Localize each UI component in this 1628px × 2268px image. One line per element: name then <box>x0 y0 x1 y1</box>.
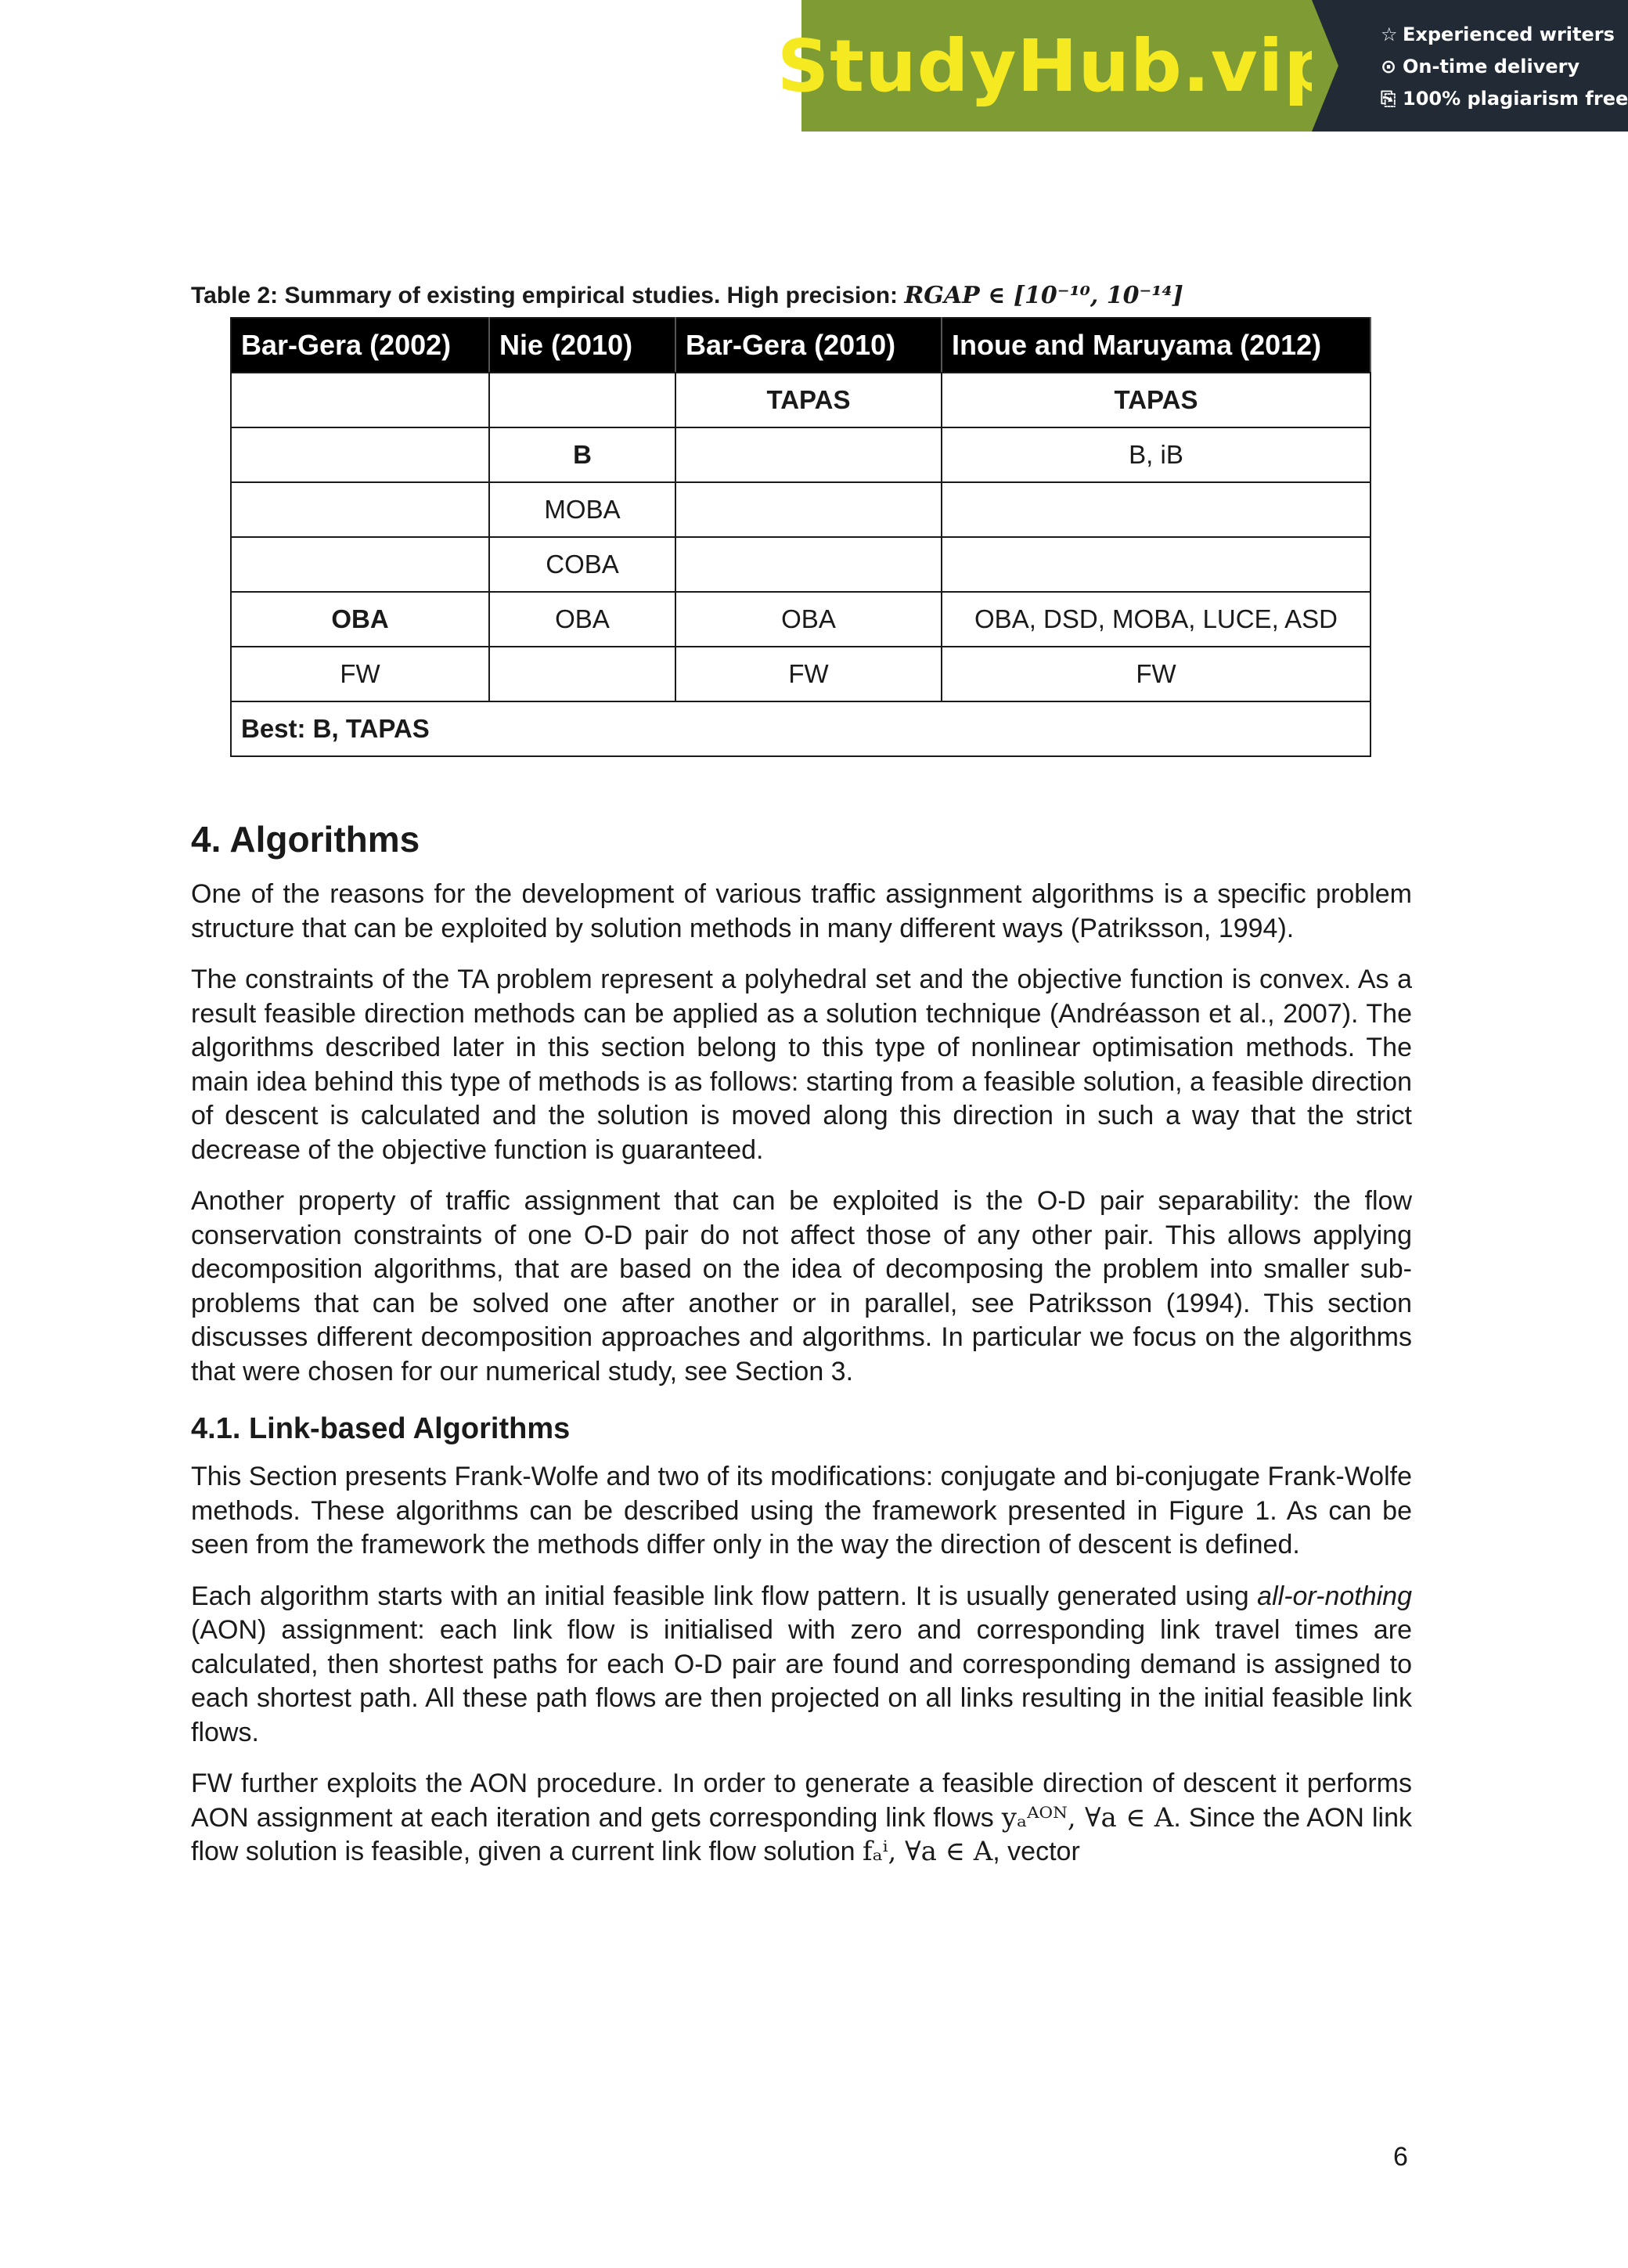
feature-item: ☆ Experienced writers <box>1381 19 1628 51</box>
table-header-cell: Nie (2010) <box>489 318 675 373</box>
clock-icon: ⊙ <box>1381 56 1397 78</box>
banner-features <box>1312 0 1628 132</box>
table-header-row <box>231 318 1370 373</box>
inline-math: yₐᴬᴼᴺ, ∀a ∈ A <box>1001 1801 1174 1834</box>
table-row: MOBA <box>231 482 1370 537</box>
paragraph: Each algorithm starts with an initial feasible link flow pattern. It is usually generated using all-or-nothing (AON) assignment: each link flow is initialised with zero and corresponding link travel times are calculated, then shortest paths for each O-D pair are found and corresponding demand is assigned to each shortest path. All these path flows are then projected on all links resulting in the initial feasible link flows. <box>191 1581 1412 1747</box>
table-row: FW FW FW <box>231 647 1370 701</box>
studyhub-logo[interactable] <box>776 0 1337 132</box>
paragraph: This Section presents Frank-Wolfe and two of its modifications: conjugate and bi-conjugate Frank-Wolfe methods. These algorithms can be described using the framework presented in Figure 1. As can be seen from the framework the methods differ only in the way the direction of descent is defined. <box>191 1462 1412 1559</box>
summary-table <box>230 317 1371 757</box>
paragraph: The constraints of the TA problem represent a polyhedral set and the objective function is convex. As a result feasible direction methods can be applied as a solution technique (Andréasson et al., 2007). The algorithms described later in this section belong to this type of nonlinear optimisation methods. The main idea behind this type of methods is as follows: starting from a feasible solution, a feasible direction of descent is calculated and the solution is moved along this direction in such a way that the strict decrease of the objective function is guaranteed. <box>191 965 1412 1165</box>
feature-item: ⎘ 100% plagiarism free <box>1381 83 1628 115</box>
feature-item: ⊙ On-time delivery <box>1381 51 1628 83</box>
document-body <box>191 282 1412 1887</box>
page-number: 6 <box>1393 2142 1408 2172</box>
logo-text: StudyHub.vip <box>776 23 1337 108</box>
star-icon: ☆ <box>1381 23 1398 45</box>
table-header-cell: Bar-Gera (2002) <box>231 318 489 373</box>
caption-math: RGAP ∈ [10⁻¹⁰, 10⁻¹⁴] <box>904 282 1183 309</box>
copy-icon: ⎘ <box>1381 88 1396 110</box>
table-row: COBA <box>231 537 1370 592</box>
paragraph: One of the reasons for the development of various traffic assignment algorithms is a specific problem structure that can be exploited by solution methods in many different ways (Patriksson, 1994). <box>191 879 1412 943</box>
table-footer-row <box>231 701 1370 756</box>
ad-banner[interactable] <box>776 0 1628 132</box>
paragraph: Another property of traffic assignment that can be exploited is the O-D pair separability: the flow conservation constraints of one O-D pair do not affect those of any other pair. This allows applying decomposition algorithms, that are based on the idea of decomposing the problem into smaller sub-problems that can be solved one after another or in parallel, see Patriksson (1994). This section discusses different decomposition approaches and algorithms. In particular we focus on the algorithms that were chosen for our numerical study, see Section 3. <box>191 1186 1412 1386</box>
table-row: OBA OBA OBA OBA, DSD, MOBA, LUCE, ASD <box>231 592 1370 647</box>
table-header-cell: Bar-Gera (2010) <box>675 318 942 373</box>
subsection-heading: 4.1. Link-based Algorithms <box>191 1412 571 1445</box>
paragraph: FW further exploits the AON procedure. In order to generate a feasible direction of descent it performs AON assignment at each iteration and gets corresponding link flows yₐᴬᴼᴺ, ∀a ∈ A. Since the AON link flow solution is feasible, given a current link flow solution fₐⁱ, ∀a ∈ A, vector <box>191 1769 1412 1867</box>
section-heading: 4. Algorithms <box>191 819 420 860</box>
table-caption: Table 2: Summary of existing empirical studies. High precision: RGAP ∈ [10⁻¹⁰, 10⁻¹⁴] <box>191 282 1183 309</box>
table-footer: Best: B, TAPAS <box>231 701 1370 756</box>
inline-math: fₐⁱ, ∀a ∈ A <box>863 1836 993 1867</box>
table-row: TAPAS TAPAS <box>231 373 1370 427</box>
table-row: B B, iB <box>231 427 1370 482</box>
table-header-cell: Inoue and Maruyama (2012) <box>942 318 1370 373</box>
